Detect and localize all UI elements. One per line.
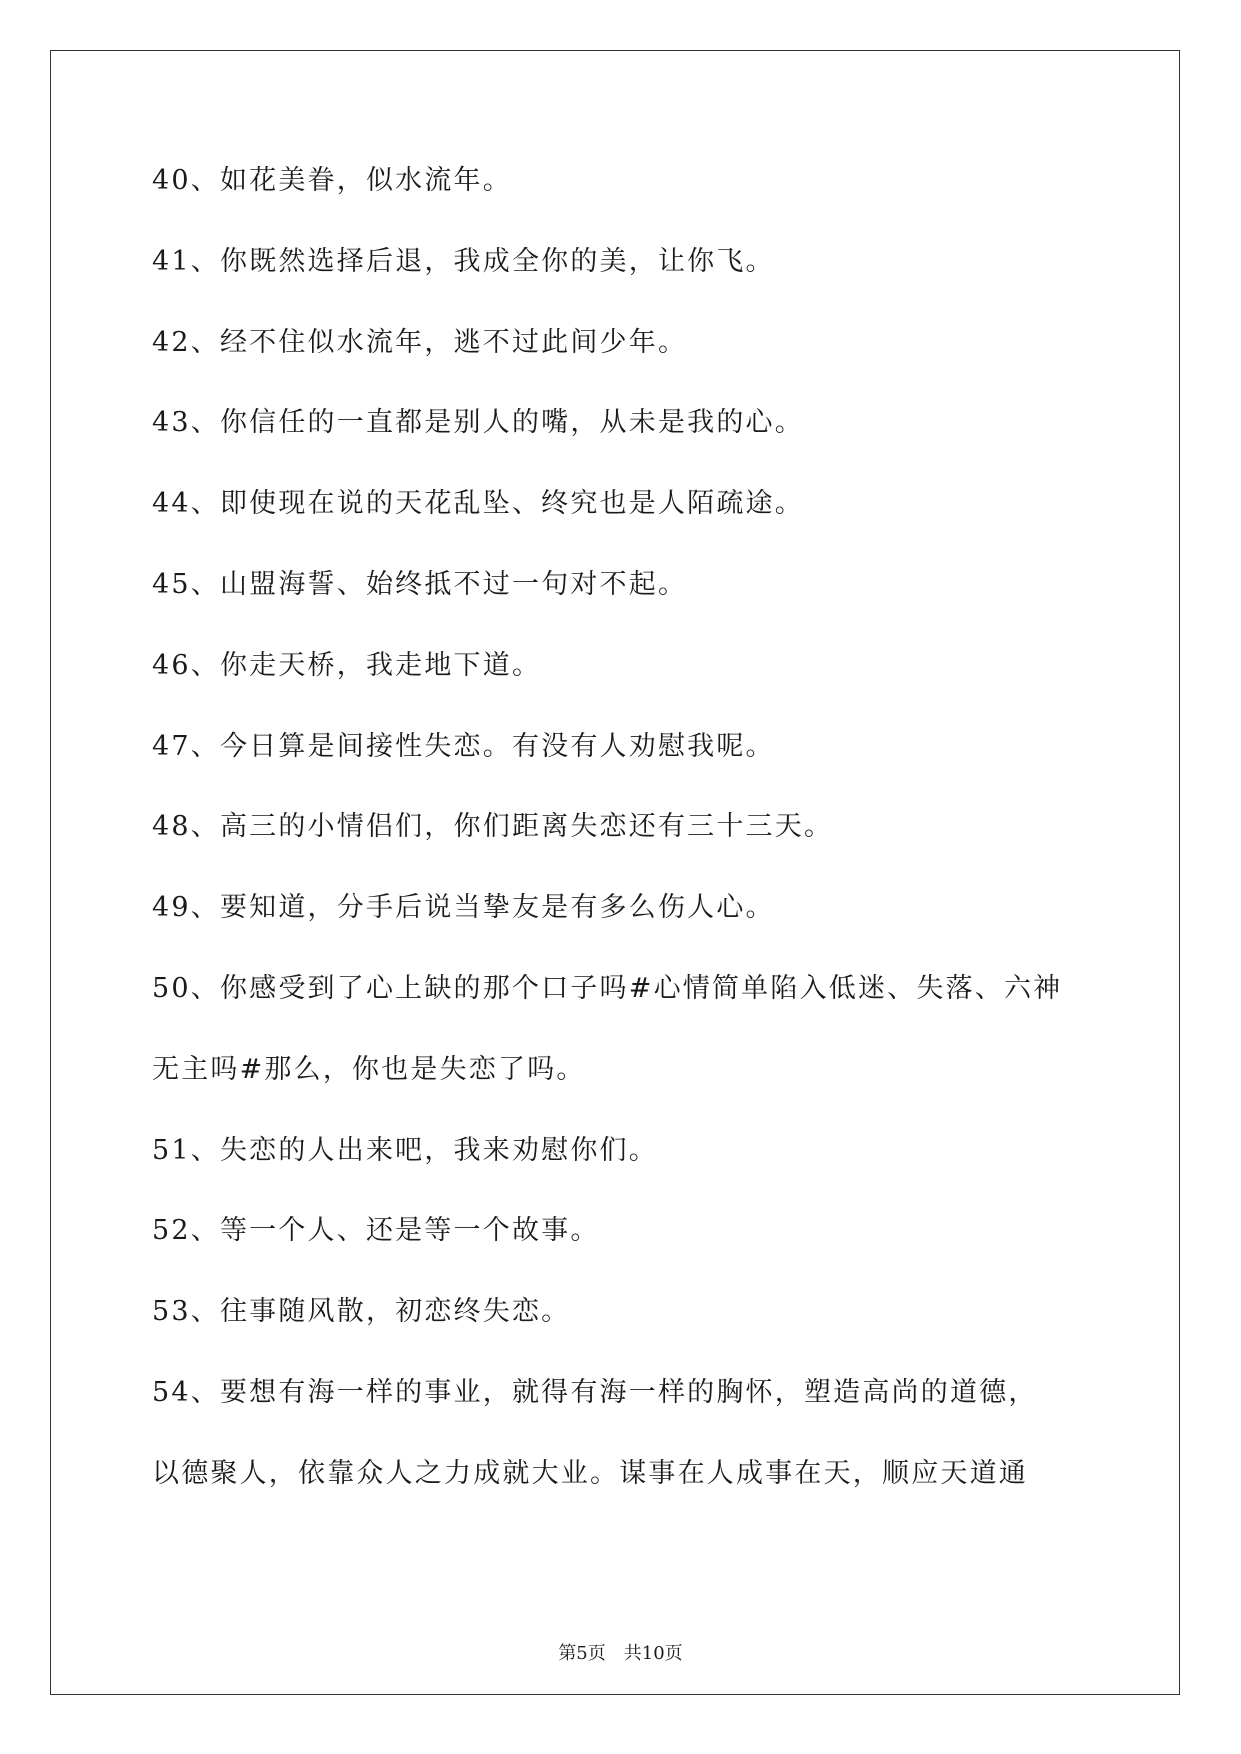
- text-line: 无主吗#那么，你也是失恋了吗。: [152, 1053, 586, 1085]
- text-line: 44、即使现在说的天花乱坠、终究也是人陌疏途。: [152, 488, 804, 520]
- text-line: 50、你感受到了心上缺的那个口子吗#心情简单陷入低迷、失落、六神: [152, 972, 1063, 1004]
- text-line: 45、山盟海誓、始终抵不过一句对不起。: [152, 568, 688, 600]
- text-line: 47、今日算是间接性失恋。有没有人劝慰我呢。: [152, 730, 775, 762]
- text-line: 51、失恋的人出来吧，我来劝慰你们。: [152, 1134, 658, 1166]
- text-line: 49、要知道，分手后说当挚友是有多么伤人心。: [152, 892, 775, 924]
- text-line: 41、你既然选择后退，我成全你的美，让你飞。: [152, 245, 775, 277]
- text-line: 40、如花美眷，似水流年。: [152, 165, 512, 196]
- page-number: 第5页 共10页: [558, 1643, 683, 1664]
- text-line: 42、经不住似水流年，逃不过此间少年。: [152, 326, 688, 358]
- text-line: 53、往事随风散，初恋终失恋。: [152, 1296, 571, 1328]
- text-line: 52、等一个人、还是等一个故事。: [152, 1215, 600, 1247]
- text-line: 54、要想有海一样的事业，就得有海一样的胸怀，塑造高尚的道德，: [152, 1376, 1038, 1408]
- text-line: 43、你信任的一直都是别人的嘴，从未是我的心。: [152, 407, 804, 439]
- text-line: 46、你走天桥，我走地下道。: [152, 649, 542, 681]
- text-line: 以德聚人，依靠众人之力成就大业。谋事在人成事在天，顺应天道通: [152, 1457, 1028, 1489]
- document-body: [152, 160, 1092, 1534]
- text-line: 48、高三的小情侣们，你们距离失恋还有三十三天。: [152, 811, 834, 843]
